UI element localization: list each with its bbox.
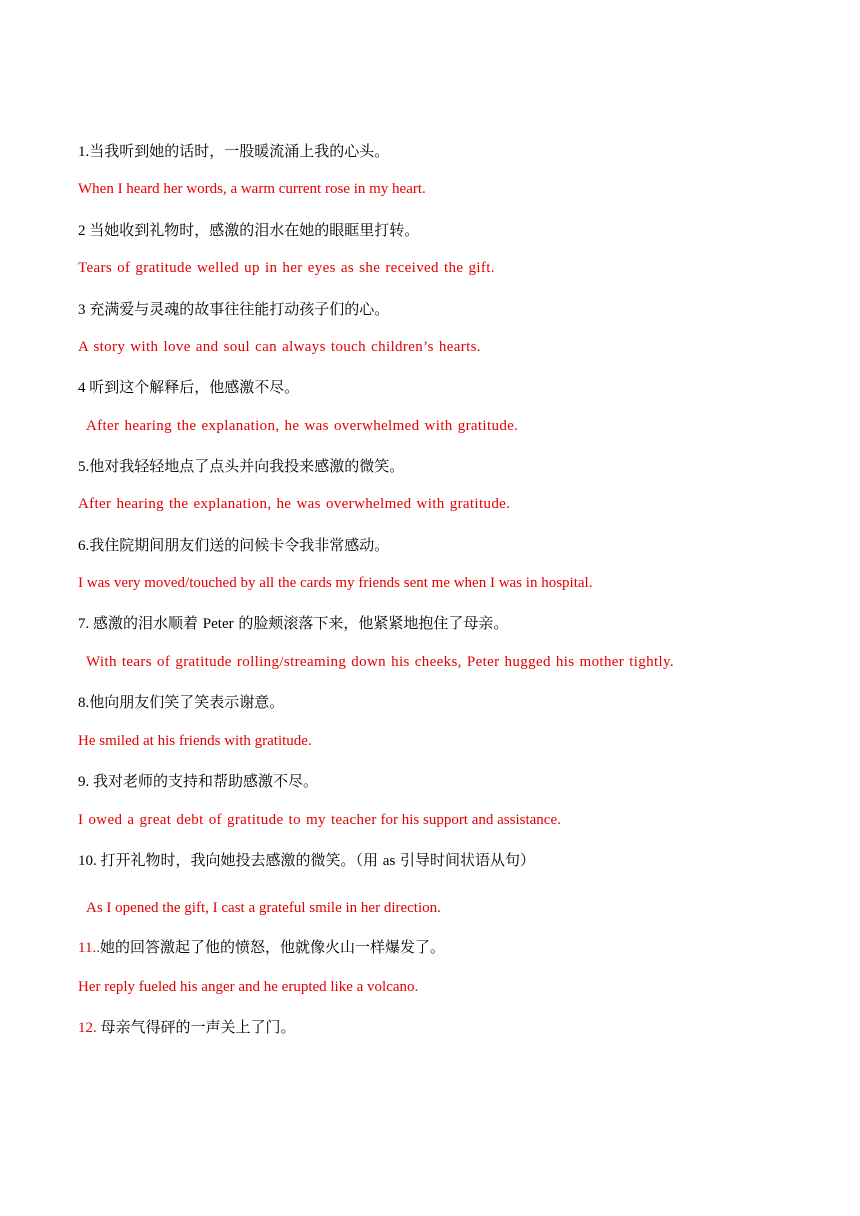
question-4 <box>78 377 299 398</box>
question-text: 我对老师的支持和帮助感激不尽。 <box>93 772 319 790</box>
question-text: 我住院期间朋友们送的问候卡令我非常感动。 <box>89 536 390 554</box>
question-number: 9. <box>78 774 93 790</box>
question-text: 他对我轻轻地点了点头并向我投来感激的微笑。 <box>89 457 405 475</box>
question-text: 母亲气得砰的一声关上了门。 <box>100 1018 296 1036</box>
question-text: 听到这个解释后，他感激不尽。 <box>89 378 300 396</box>
question-5 <box>78 456 404 477</box>
question-number: 4 <box>78 380 90 396</box>
question-text: 打开礼物时，我向她投去感激的微笑。（用 <box>100 851 383 869</box>
answer-5: After hearing the explanation, he was overwhelmed with gratitude. <box>78 496 511 512</box>
question-1 <box>78 141 389 162</box>
question-number: 8. <box>78 695 90 711</box>
question-3 <box>78 299 389 320</box>
question-2 <box>78 220 419 241</box>
question-number: 12. <box>78 1020 101 1036</box>
answer-2: Tears of gratitude welled up in her eyes as she received the gift. <box>78 260 495 276</box>
question-text: 充满爱与灵魂的故事往往能打动孩子们的心。 <box>89 300 390 318</box>
answer-text: for his support and assistance. <box>376 812 561 828</box>
question-number: 7. <box>78 616 93 632</box>
question-text: 引导时间状语从句） <box>395 851 536 869</box>
question-10 <box>78 850 535 871</box>
question-text: 的脸颊滚落下来，他紧紧地抱住了母亲。 <box>233 614 509 632</box>
question-number: 1. <box>78 144 90 160</box>
question-8 <box>78 692 284 713</box>
question-6 <box>78 535 389 556</box>
question-12 <box>78 1017 296 1038</box>
answer-4: After hearing the explanation, he was overwhelmed with gratitude. <box>86 418 519 434</box>
answer-8: He smiled at his friends with gratitude. <box>78 733 312 749</box>
question-number: 11.. <box>78 940 100 956</box>
question-number: 6. <box>78 538 90 554</box>
question-number: 2 <box>78 223 90 239</box>
question-text: 她的回答激起了他的愤怒，他就像火山一样爆发了。 <box>99 938 445 956</box>
question-number: 5. <box>78 459 90 475</box>
question-text-latin: Peter <box>202 616 234 632</box>
question-7 <box>78 613 508 634</box>
question-text-latin: as <box>382 853 396 869</box>
question-text: 当我听到她的话时，一股暖流涌上我的心头。 <box>89 142 390 160</box>
question-number: 10. <box>78 853 101 869</box>
answer-11: Her reply fueled his anger and he erupted like a volcano. <box>78 979 419 995</box>
answer-7: With tears of gratitude rolling/streaming down his cheeks, Peter hugged his mother tightly. <box>86 654 674 670</box>
question-9 <box>78 771 318 792</box>
question-text: 当她收到礼物时，感激的泪水在她的眼眶里打转。 <box>89 221 420 239</box>
answer-3: A story with love and soul can always touch children’s hearts. <box>78 339 481 355</box>
question-text: 他向朋友们笑了笑表示谢意。 <box>89 693 285 711</box>
answer-9 <box>78 810 561 830</box>
question-11 <box>78 937 445 958</box>
answer-10: As I opened the gift, I cast a grateful smile in her direction. <box>86 900 441 916</box>
question-number: 3 <box>78 302 90 318</box>
answer-text: I owed a great debt of gratitude to my teacher <box>78 812 377 828</box>
answer-1: When I heard her words, a warm current rose in my heart. <box>78 181 426 197</box>
question-text: 感激的泪水顺着 <box>93 614 203 632</box>
answer-6: I was very moved/touched by all the cards my friends sent me when I was in hospital. <box>78 575 593 591</box>
